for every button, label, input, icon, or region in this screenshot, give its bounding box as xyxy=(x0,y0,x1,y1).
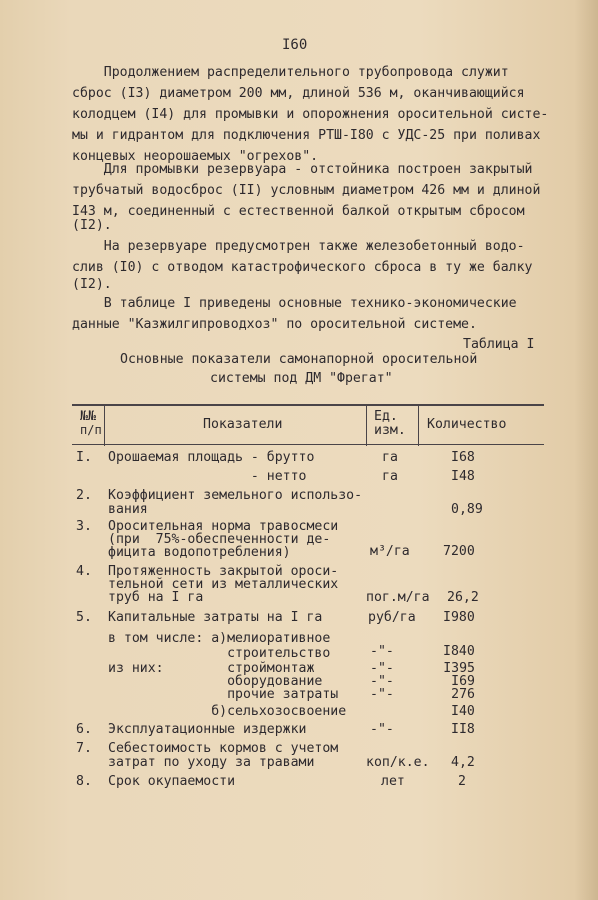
table-row-indicator: - нетто xyxy=(108,469,307,484)
table-row-indicator: Орошаемая площадь - брутто xyxy=(108,450,315,465)
table-row-value: 26,2 xyxy=(447,590,479,605)
table-row-num: 4. xyxy=(76,564,92,579)
paragraph-line: концевых неорошаемых "огрехов". xyxy=(72,149,319,164)
paragraph-line: колодцем (I4) для промывки и опорожнения оросительной систе- xyxy=(72,107,549,122)
table-header-rule xyxy=(72,444,544,445)
table-row-num: 3. xyxy=(76,519,92,534)
table-header-unit: изм. xyxy=(374,423,406,438)
table-header-indicator: Показатели xyxy=(203,417,283,432)
table-row-indicator: Коэффициент земельного использо- вания xyxy=(108,488,363,517)
paragraph-line: (I2). xyxy=(72,218,112,233)
table-column-divider xyxy=(366,404,367,446)
table-title: Основные показатели самонапорной оросительной xyxy=(120,352,478,367)
table-row-num: 8. xyxy=(76,774,92,789)
paragraph-line: Для промывки резервуара - отстойника построен закрытый xyxy=(72,162,533,177)
table-row-value: I395 I69 276 xyxy=(443,661,475,702)
table-row-unit: руб/га xyxy=(368,610,416,625)
table-row-value: I68 xyxy=(451,450,475,465)
table-row-unit: лет xyxy=(381,774,405,789)
paragraph-line: мы и гидрантом для подключения РТШ-I80 с УДС-25 при поливах xyxy=(72,128,541,143)
paragraph-line: В таблице I приведены основные технико-экономические xyxy=(72,296,517,311)
table-row-num: I. xyxy=(76,450,92,465)
table-row-value: 7200 xyxy=(443,544,475,559)
table-row-num: 5. xyxy=(76,610,92,625)
table-row-indicator: в том числе: а)мелиоративное строительство xyxy=(108,631,331,661)
table-title: системы под ДМ "Фрегат" xyxy=(210,371,393,386)
table-row-indicator: б)сельхозосвоение xyxy=(108,704,347,719)
paragraph-line: I43 м, соединенный с естественной балкой открытым сбросом xyxy=(72,204,525,219)
table-top-rule xyxy=(72,404,544,406)
table-row-num: 7. xyxy=(76,741,92,756)
table-row-value: I40 xyxy=(451,704,475,719)
table-row-unit: га xyxy=(382,469,398,484)
page-number: I60 xyxy=(282,37,308,53)
paragraph-line: (I2). xyxy=(72,277,112,292)
paragraph-line: На резервуаре предусмотрен также железобетонный водо- xyxy=(72,239,525,254)
table-column-divider xyxy=(418,404,419,446)
paragraph-line: трубчатый водосброс (II) условным диаметром 426 мм и длиной xyxy=(72,183,541,198)
table-row-indicator: Капитальные затраты на I га xyxy=(108,610,323,625)
table-label: Таблица I xyxy=(463,337,535,352)
table-row-indicator: Оросительная норма травосмеси (при 75%-обеспеченности де- фицита водопотребления) xyxy=(108,519,339,560)
table-row-value: I840 xyxy=(443,644,475,659)
table-column-divider xyxy=(104,404,105,446)
table-row-num: 6. xyxy=(76,722,92,737)
table-row-unit: коп/к.е. xyxy=(366,755,430,770)
table-row-indicator: Себестоимость кормов с учетом затрат по уходу за травами xyxy=(108,741,339,770)
table-row-unit: пог.м/га xyxy=(366,590,430,605)
table-row-unit: -"- -"- -"- xyxy=(370,661,394,702)
table-row-unit: -"- xyxy=(370,722,394,737)
table-row-value: I48 xyxy=(451,469,475,484)
table-row-unit: га xyxy=(382,450,398,465)
table-row-unit: -"- xyxy=(370,644,394,659)
table-row-unit: м³/га xyxy=(370,544,410,559)
table-row-value: 2 xyxy=(458,774,466,789)
table-header-quantity: Количество xyxy=(427,417,507,432)
table-row-value: I980 xyxy=(443,610,475,625)
table-row-indicator: Эксплуатационные издержки xyxy=(108,722,307,737)
table-row-indicator: из них: строймонтаж оборудование прочие затраты xyxy=(108,661,339,702)
paragraph-line: Продолжением распределительного трубопровода служит xyxy=(72,65,509,80)
table-header-num: №№ xyxy=(80,409,96,424)
paragraph-line: данные "Казжилгипроводхоз" по оросительной системе. xyxy=(72,317,477,332)
table-row-indicator: Протяженность закрытой ороси- тельной сети из металлических труб на I га xyxy=(108,564,339,605)
paragraph-line: слив (I0) с отводом катастрофического сброса в ту же балку xyxy=(72,260,533,275)
table-row-num: 2. xyxy=(76,488,92,503)
paragraph-line: сброс (I3) диаметром 200 мм, длиной 536 м, оканчивающийся xyxy=(72,86,525,101)
table-row-indicator: Срок окупаемости xyxy=(108,774,236,789)
table-row-value: II8 xyxy=(451,722,475,737)
table-header-unit: Ед. xyxy=(374,409,398,424)
table-row-value: 4,2 xyxy=(451,755,475,770)
table-header-num: п/п xyxy=(80,423,102,437)
table-row-value: 0,89 xyxy=(451,502,483,517)
